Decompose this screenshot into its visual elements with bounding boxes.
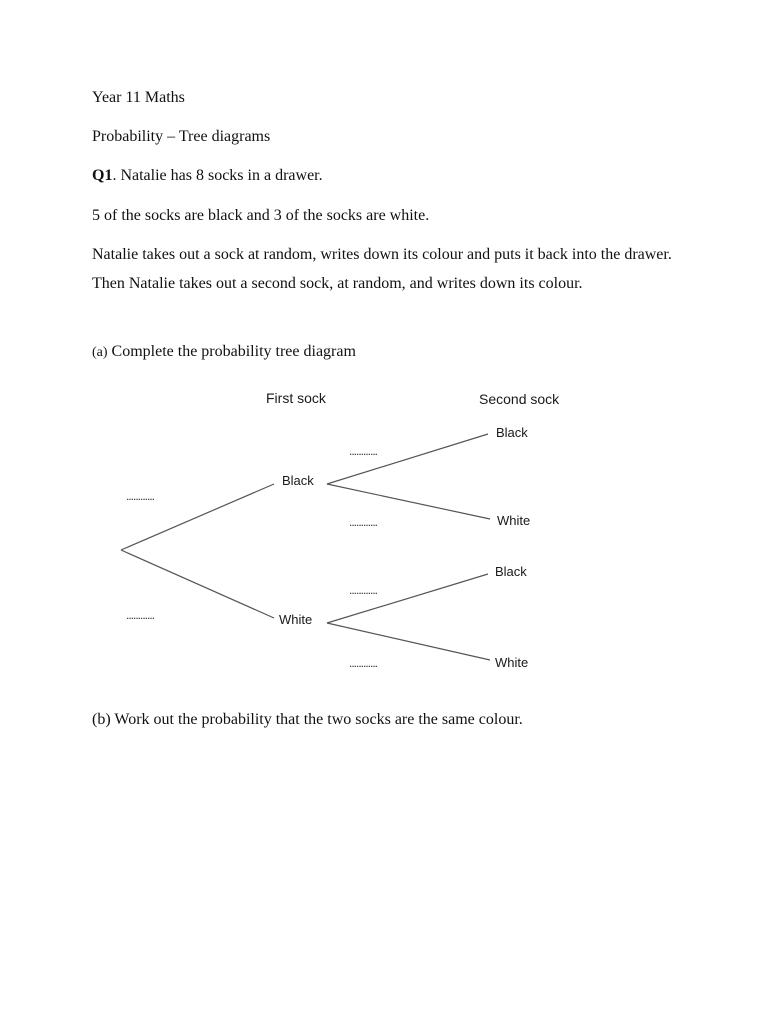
blank-black-black[interactable]: ............: [349, 444, 378, 458]
sock-composition: 5 of the socks are black and 3 of the socks are white.: [92, 207, 430, 224]
second-white-white-label: White: [495, 655, 529, 670]
topic-title: Probability – Tree diagrams: [92, 128, 271, 145]
question-number: Q1: [92, 167, 113, 184]
part-a-label: (a): [92, 345, 108, 360]
blank-first-white[interactable]: ............: [126, 608, 155, 622]
branch-white-black: [327, 574, 488, 623]
second-sock-header: Second sock: [479, 391, 560, 407]
blank-first-black[interactable]: ............: [126, 489, 155, 503]
procedure-paragraph: Natalie takes out a sock at random, writes down its colour and puts it back into the drawer. Then Natalie takes out a second sock, at random, and writes down its colour.: [92, 246, 672, 292]
second-black-black-label: Black: [496, 425, 528, 440]
first-white-label: White: [279, 612, 313, 627]
part-a-instruction: [92, 342, 356, 363]
second-black-white-label: White: [497, 513, 531, 528]
part-a-text: Complete the probability tree diagram: [111, 343, 356, 360]
branch-black-white: [327, 484, 490, 519]
blank-white-black[interactable]: ............: [349, 583, 378, 597]
probability-tree-diagram: [100, 383, 704, 688]
question-intro: [92, 166, 323, 186]
part-b-question: (b) Work out the probability that the two socks are the same colour.: [92, 711, 523, 728]
first-black-label: Black: [282, 473, 314, 488]
question-intro-text: . Natalie has 8 socks in a drawer.: [112, 167, 323, 184]
first-sock-header: First sock: [266, 390, 326, 406]
second-white-black-label: Black: [495, 564, 527, 579]
course-title: Year 11 Maths: [92, 89, 185, 106]
blank-white-white[interactable]: ............: [349, 656, 378, 670]
blank-black-white[interactable]: ............: [349, 515, 378, 529]
branch-white-white: [327, 623, 490, 660]
branch-black-black: [327, 434, 488, 484]
